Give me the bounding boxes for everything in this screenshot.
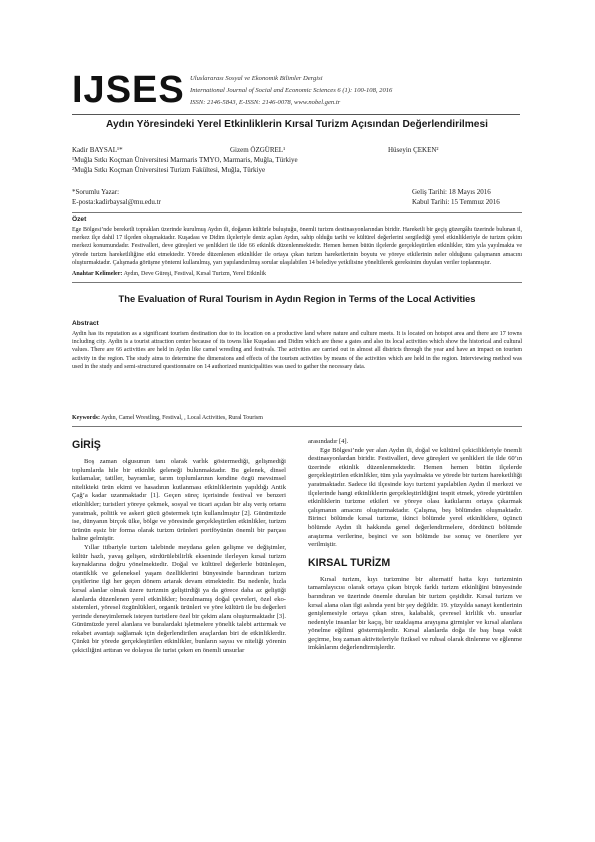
body-column-left <box>72 438 286 656</box>
ozet-keywords-label: Anahtar Kelimeler: <box>72 271 123 277</box>
paragraph-1: Boş zaman olgusunun tanı olarak varlık göstermediği, gelişmediği toplumlarda hile bir etkinlik geleneği bulunmaktadır. Bu gelenek, dinsel kutlamalar, tatiller, bayramlar, tarım toplumlarının kendine özgü mevsimsel nitelikteki ürün ekimi ve hasadının kutlanması etkinliklerinin yapıldığı Antik Çağ’a kadar uzanmaktadır [1]. Geçen süreç içerisinde festival ve benzeri etkinlikler; turistleri yöreye çekmek, sosyal ve ticari açıdan bir alış veriş ortamı yaratmak, politik ve askeri gücü göstermek için kullanılmıştır [2]. Günümüzde ise, dünyanın birçok ülke, bölge ve yöresinde gerçekleştirilen etkinlikler, turizm ürünün eşsiz bir forma olarak turizm ürünleri portföyünün önemli bir parçası haline gelmiştir. <box>72 458 286 543</box>
body-column-right <box>308 438 522 653</box>
paper-title-en: The Evaluation of Rural Tourism in Aydın Region in Terms of the Local Activities <box>118 293 476 304</box>
divider-top <box>72 212 522 213</box>
journal-issn: ISSN: 2146-5843, E-ISSN: 2146-0078, www.nobel.gen.tr <box>190 99 341 106</box>
divider-mid <box>72 282 522 283</box>
section-heading-giris: GİRİŞ <box>72 439 101 451</box>
author-2: Gizem ÖZGÜREL¹ <box>230 146 286 154</box>
received-date: Geliş Tarihi: 18 Mayıs 2016 <box>412 188 491 196</box>
divider-body <box>72 426 522 427</box>
section-heading-kirsal-turizm: KIRSAL TURİZM <box>308 556 391 569</box>
affiliation-2: ²Muğla Sıtkı Koçman Üniversitesi Turizm Fakültesi, Muğla, Türkiye <box>72 166 266 174</box>
accepted-date: Kabul Tarihi: 15 Temmuz 2016 <box>412 198 500 206</box>
journal-logo: IJSES <box>72 69 185 111</box>
paragraph-3: Ege Bölgesi’nde yer alan Aydın ili, doğal ve kültürel çekicilikleriyle önemli destinasyonlardan biridir. Festivalleri, deve güreşleri ve şenlikleri ile ilde 60’ın üzerinde etkinlik düzenlenmektedir. Hemen hemen bütün ilçelerde gerçekleştirilen etkinlikler, tüm yıla yayılmakta ve yörede bir turizm hareketliliği yaratmaktadır. Sadece iki ilçesinde kıyı turizmi yapılabilen Aydın il merkezi ve ilçelerinde hangi etkinliklerin gerçekleştirildiğini tespit etmek, yörede yürütülen etkinliklerin turizme etkileri ve yöreye olası katkılarını ortaya çıkarmak çalışmanın amacını oluşturmaktadır. Çalışma, beş bölümden oluşmaktadır. Birinci bölümde kırsal turizme, ikinci bölümde yerel etkinliklere, üçüncü bölümde Aydın ili hakkında genel değerlendirmelere, dördüncü bölümde araştırma verilerine, beşinci ve son bölümde ise sonuç ve önerilere yer verilmiştir. <box>308 446 522 549</box>
paper-title-tr: Aydın Yöresindeki Yerel Etkinliklerin Kırsal Turizm Açısından Değerlendirilmesi <box>106 119 488 130</box>
paragraph-2-continued: arasındadır [4]. <box>308 438 349 445</box>
corresponding-label: *Sorumlu Yazar: <box>72 188 120 196</box>
corresponding-email: E-posta:kadirbaysal@mu.edu.tr <box>72 198 161 206</box>
abstract-text: Aydin has its reputation as a significant tourism destination due to its location on a productive land where nature and culture meets. It is located on hotspot area and there are 17 towns including city. Aydin is a tourist attraction center because of its towns like Kuşadası and Didim which are these a gates and also its local activities which show the historical and cultural values. There are 66 activities are held in Aydın like camel wrestling and festivals. The activities are carried out in almost all districts through the year and have an impact on tourism activity in the region. The study aims to determine the dimensions and effects of the tourism activities by means of the activities which are held in the region. Interviewing method was used in the study and semi-structured questionnaire on 14 authorized municipalities was used to gather the necessary data. <box>72 331 522 370</box>
author-1: Kadir BAYSAL¹* <box>72 146 123 154</box>
journal-name-en: International Journal of Social and Economic Sciences 6 (1): 100-108, 2016 <box>190 87 393 94</box>
ozet-keywords-text: Aydın, Deve Güreşi, Festival, Kırsal Turizm, Yerel Etkinlik <box>123 271 267 277</box>
abstract-keywords-label: Keywords: <box>72 415 100 421</box>
abstract-keywords <box>72 414 522 422</box>
affiliation-1: ¹Muğla Sıtkı Koçman Üniversitesi Marmaris TMYO, Marmaris, Muğla, Türkiye <box>72 156 298 164</box>
journal-name-tr: Uluslararası Sosyal ve Ekonomik Bilimler Dergisi <box>190 75 323 82</box>
ozet-text: Ege Bölgesi’nde bereketli toprakları üzerinde kurulmuş Aydın ili, doğanın kültürle buluştuğu, önemli turizm destinasyonlarından biridir. Hareketli bir geçiş güzergâhı üzerinde bulunan il, merkez ilçe dahil 17 ilçeden oluşmaktadır. Kuşadası ve Didim ilçeleriyle deniz açılan Aydın, sahip olduğu tarihi ve kültürel değerlerini sergilediği yerel etkinlikleriyle de turizm çekim merkezi konumundadır. Festivalleri, deve güreşleri ve şenlikleri ile ilde 66 etkinlik düzenlenmektedir. Hemen hemen bütün ilçelerde gerçekleştirilen etkinlikler, tüm yıla yayılmakta ve yörede turizm hareketliliğine etki etmektedir. Yörede düzenlenen etkinlikler ile ortaya çıkan turizm hareketlerinin boyutu ve yöreye etkilerinin neler olduğunu çalışmanın amacını oluşturmaktadır. Çalışmada görüşme yöntemi kullanılmış, yarı yapılandırılmış sorular ulaşılabilen 14 belediye yetkilisine yöneltilerek gereksinim duyulan veriler toplanmıştır. <box>72 227 522 266</box>
header-rule <box>72 114 520 115</box>
ozet-keywords <box>72 270 522 278</box>
ozet-heading: Özet <box>72 216 87 223</box>
abstract-heading: Abstract <box>72 320 99 327</box>
abstract-keywords-text: Aydın, Camel Wrestling, Festival, , Local Activities, Rural Tourism <box>101 415 263 421</box>
paragraph-2: Yıllar itibariyle turizm talebinde meydana gelen gelişme ve değişimler, kültür hazlı, yavaş gelişen, sürdürülebilirlik ekseninde ilerleyen kırsal turizm kaynaklarına doğru yönelmektedir. Doğal ve kültürel değerlerle bütünleşen, otantiklik ve geleneksel yaşam özelliklerini bünyesinde barındıran turizm çeşitlerine ilgi her geçen dönem artarak devam etmektedir. Bu nedenle, hızla kırsal alanlar olmak üzere turizmin geliştirdiği ya da görece daha az geliştiği alanlarda düzenlenen yerel etkinlikler; bozulmamış doğal çevreleri, özel eko-sistemleri, yöresel özgünlükleri, organik ürünleri ve yöre kültürü ile bu değerleri yerinde deneyimlemek isteyen turistlere özel bir çekim alanı oluşturmaktadır [3]. Günümüzde yerel alanlara ve buralardaki işletmelere yönelik talebi arttırmak ve rekabet avantajı sağlamak için değerlendirilen araçlardan biri de etkinliklerdir. Çünkü bir yörede gerçekleştirilen etkinlikler, bunların sayısı ve niteliği yörenin çekiciliğini arttıran ve dolayısı ile turist çeken en önemli unsurlar <box>72 543 286 655</box>
paragraph-4: Kırsal turizm, kıyı turizmine bir alternatif hatta kıyı turizminin tamamlayıcısı olarak ortaya çıkan birçok farklı turizm etkinliğini bünyesinde barındıran ve üzerinde önemle durulan bir turizm çeşididir. Kırsal turizm ve kırsal alana olan ilgi aslında yeni bir şey değildir. 19. yüzyılda sanayi kentlerinin genişlemesiyle ortaya çıkan stres, kalabalık, çevresel kirlilik vb. unsurlar nedeniyle insanlar bir kaçış, bir uzaklaşma arayışına girmişler ve kırsal alanlara yönelme eğilimi göstermişlerdir. Kırsal alanlarda doğa ile baş başa vakit geçirme, boş zaman aktiviteleriyle fiziksel ve ruhsal olarak dinlenme ve eğlenme imkânlarını değerlendirmişlerdir. <box>308 575 522 652</box>
author-3: Hüseyin ÇEKEN² <box>388 146 439 154</box>
